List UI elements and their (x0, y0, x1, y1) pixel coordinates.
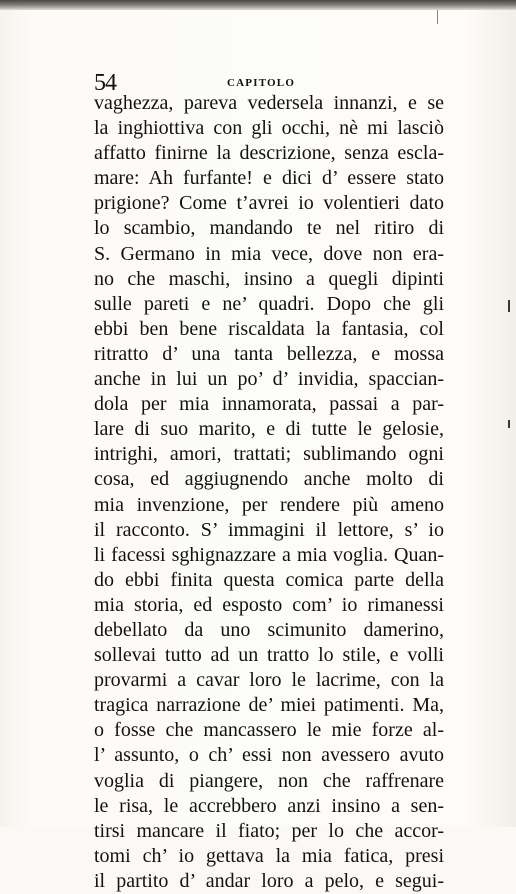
text-line: lare di suo marito, e di tutte le gelosie, (94, 418, 444, 441)
text-line: debellato da uno scimunito damerino, (94, 618, 444, 641)
scan-speck (508, 300, 510, 312)
text-line: la inghiottiva con gli occhi, nè mi lasciò (94, 117, 444, 140)
page-number: 54 (94, 70, 116, 96)
text-line: anche in lui un po’ d’ invidia, spaccian- (94, 368, 444, 391)
scan-speck (508, 420, 510, 428)
text-line: sulle pareti e ne’ quadri. Dopo che gli (94, 292, 444, 315)
text-line: ritratto d’ una tanta bellezza, e mossa (94, 342, 444, 365)
text-line: l’ assunto, o ch’ essi non avessero avuto (94, 744, 444, 767)
body-text (94, 91, 444, 894)
text-line: dola per mia innamorata, passai a par- (94, 393, 444, 416)
text-line: mare: Ah furfante! e dici d’ essere stato (94, 167, 444, 190)
text-line: affatto finirne la descrizione, senza escla- (94, 142, 444, 165)
text-line: no che maschi, insino a quegli dipinti (94, 267, 444, 290)
text-line: provarmi a cavar loro le lacrime, con la (94, 669, 444, 692)
text-line: prigione? Come t’avrei io volentieri dato (94, 192, 444, 215)
text-line: do ebbi finita questa comica parte della (94, 568, 444, 591)
text-line: tomi ch’ io gettava la mia fatica, presi (94, 844, 444, 867)
text-line: sollevai tutto ad un tratto lo stile, e volli (94, 644, 444, 667)
text-line: le risa, le accrebbero anzi insino a sen- (94, 794, 444, 817)
scan-top-edge (0, 0, 516, 10)
text-line: li facessi sghignazzare a mia voglia. Quan- (94, 543, 444, 566)
text-line: S. Germano in mia vece, dove non era- (94, 242, 444, 265)
running-head: CAPITOLO (227, 77, 296, 89)
text-line: o fosse che mancassero le mie forze al- (94, 719, 444, 742)
text-line: tirsi mancare il fiato; per lo che accor- (94, 819, 444, 842)
text-line: voglia di piangere, non che raffrenare (94, 769, 444, 792)
text-line: cosa, ed aggiugnendo anche molto di (94, 468, 444, 491)
scan-edge-mark (437, 10, 438, 24)
text-line: mia invenzione, per rendere più ameno (94, 493, 444, 516)
text-line: lo scambio, mandando te nel ritiro di (94, 217, 444, 240)
text-line: intrighi, amori, trattati; sublimando ogni (94, 443, 444, 466)
text-line: il partito d’ andar loro a pelo, e segui- (94, 869, 444, 892)
text-line: il racconto. S’ immagini il lettore, s’ io (94, 518, 444, 541)
text-line: mia storia, ed esposto com’ io rimanessi (94, 593, 444, 616)
text-line: tragica narrazione de’ miei patimenti. Ma, (94, 694, 444, 717)
text-line: vaghezza, pareva vedersela innanzi, e se (94, 92, 444, 114)
text-line: ebbi ben bene riscaldata la fantasia, col (94, 317, 444, 340)
